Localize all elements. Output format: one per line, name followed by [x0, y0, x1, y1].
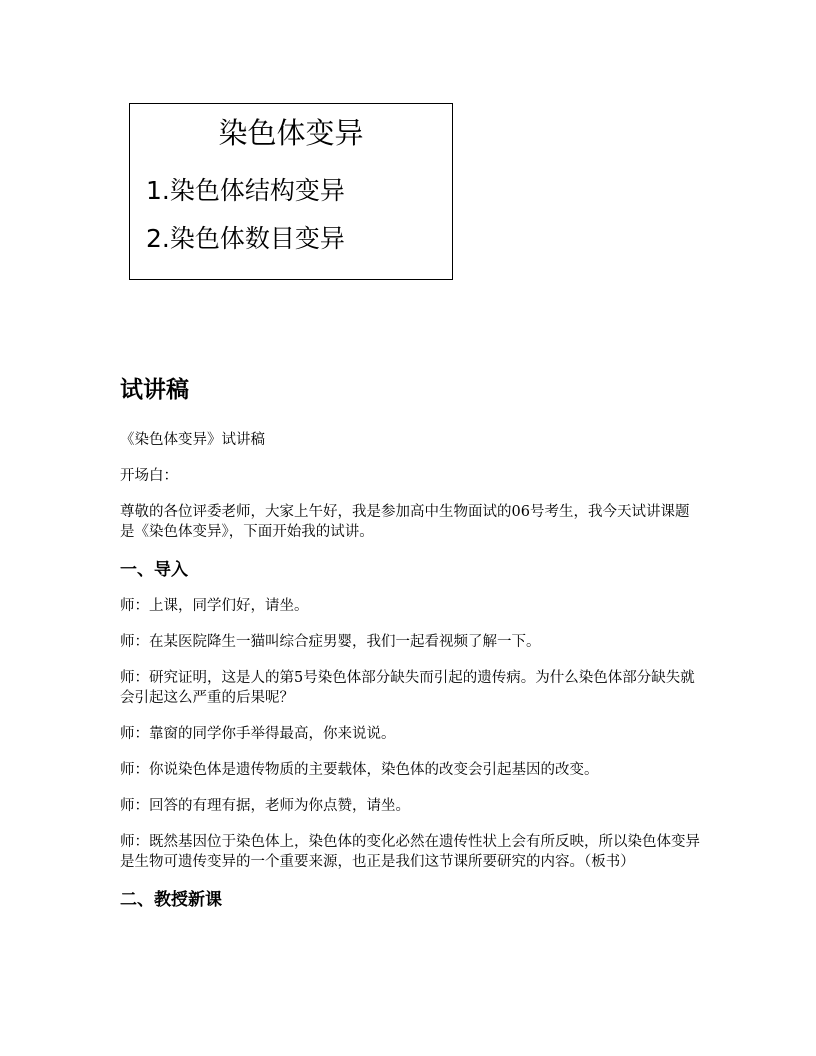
blackboard-summary-box [129, 103, 453, 280]
dialogue-paragraph: 师：你说染色体是遗传物质的主要载体，染色体的改变会引起基因的改变。 [120, 762, 599, 778]
dialogue-paragraph: 师：研究证明，这是人的第5号染色体部分缺失而引起的遗传病。为什么染色体部分缺失就会引起这么严重的后果呢？ [120, 670, 695, 706]
opening-paragraph: 尊敬的各位评委老师，大家上午好，我是参加高中生物面试的06号考生，我今天试讲课题是《染色体变异》，下面开始我的试讲。 [120, 504, 690, 540]
dialogue-paragraph: 师：回答的有理有据，老师为你点赞，请坐。 [120, 798, 410, 814]
dialogue-paragraph: 师：在某医院降生一猫叫综合症男婴，我们一起看视频了解一下。 [120, 634, 541, 650]
document-body [120, 372, 700, 926]
board-item-number-variation: 2.染色体数目变异 [146, 224, 345, 253]
document-title: 试讲稿 [120, 376, 189, 403]
dialogue-paragraph: 师：既然基因位于染色体上，染色体的变化必然在遗传性状上会有所反映，所以染色体变异是生物可遗传变异的一个重要来源，也正是我们这节课所要研究的内容。（板书） [120, 834, 700, 870]
board-item-structure-variation: 1.染色体结构变异 [146, 176, 345, 205]
section-heading-new-lesson: 二、教授新课 [120, 890, 222, 910]
dialogue-paragraph: 师：靠窗的同学你手举得最高，你来说说。 [120, 726, 396, 742]
board-title: 染色体变异 [218, 116, 364, 150]
dialogue-paragraph: 师：上课，同学们好，请坐。 [120, 598, 309, 614]
section-heading-introduction: 一、导入 [120, 560, 188, 580]
opening-label: 开场白： [120, 468, 178, 484]
document-subtitle: 《染色体变异》试讲稿 [120, 432, 265, 448]
